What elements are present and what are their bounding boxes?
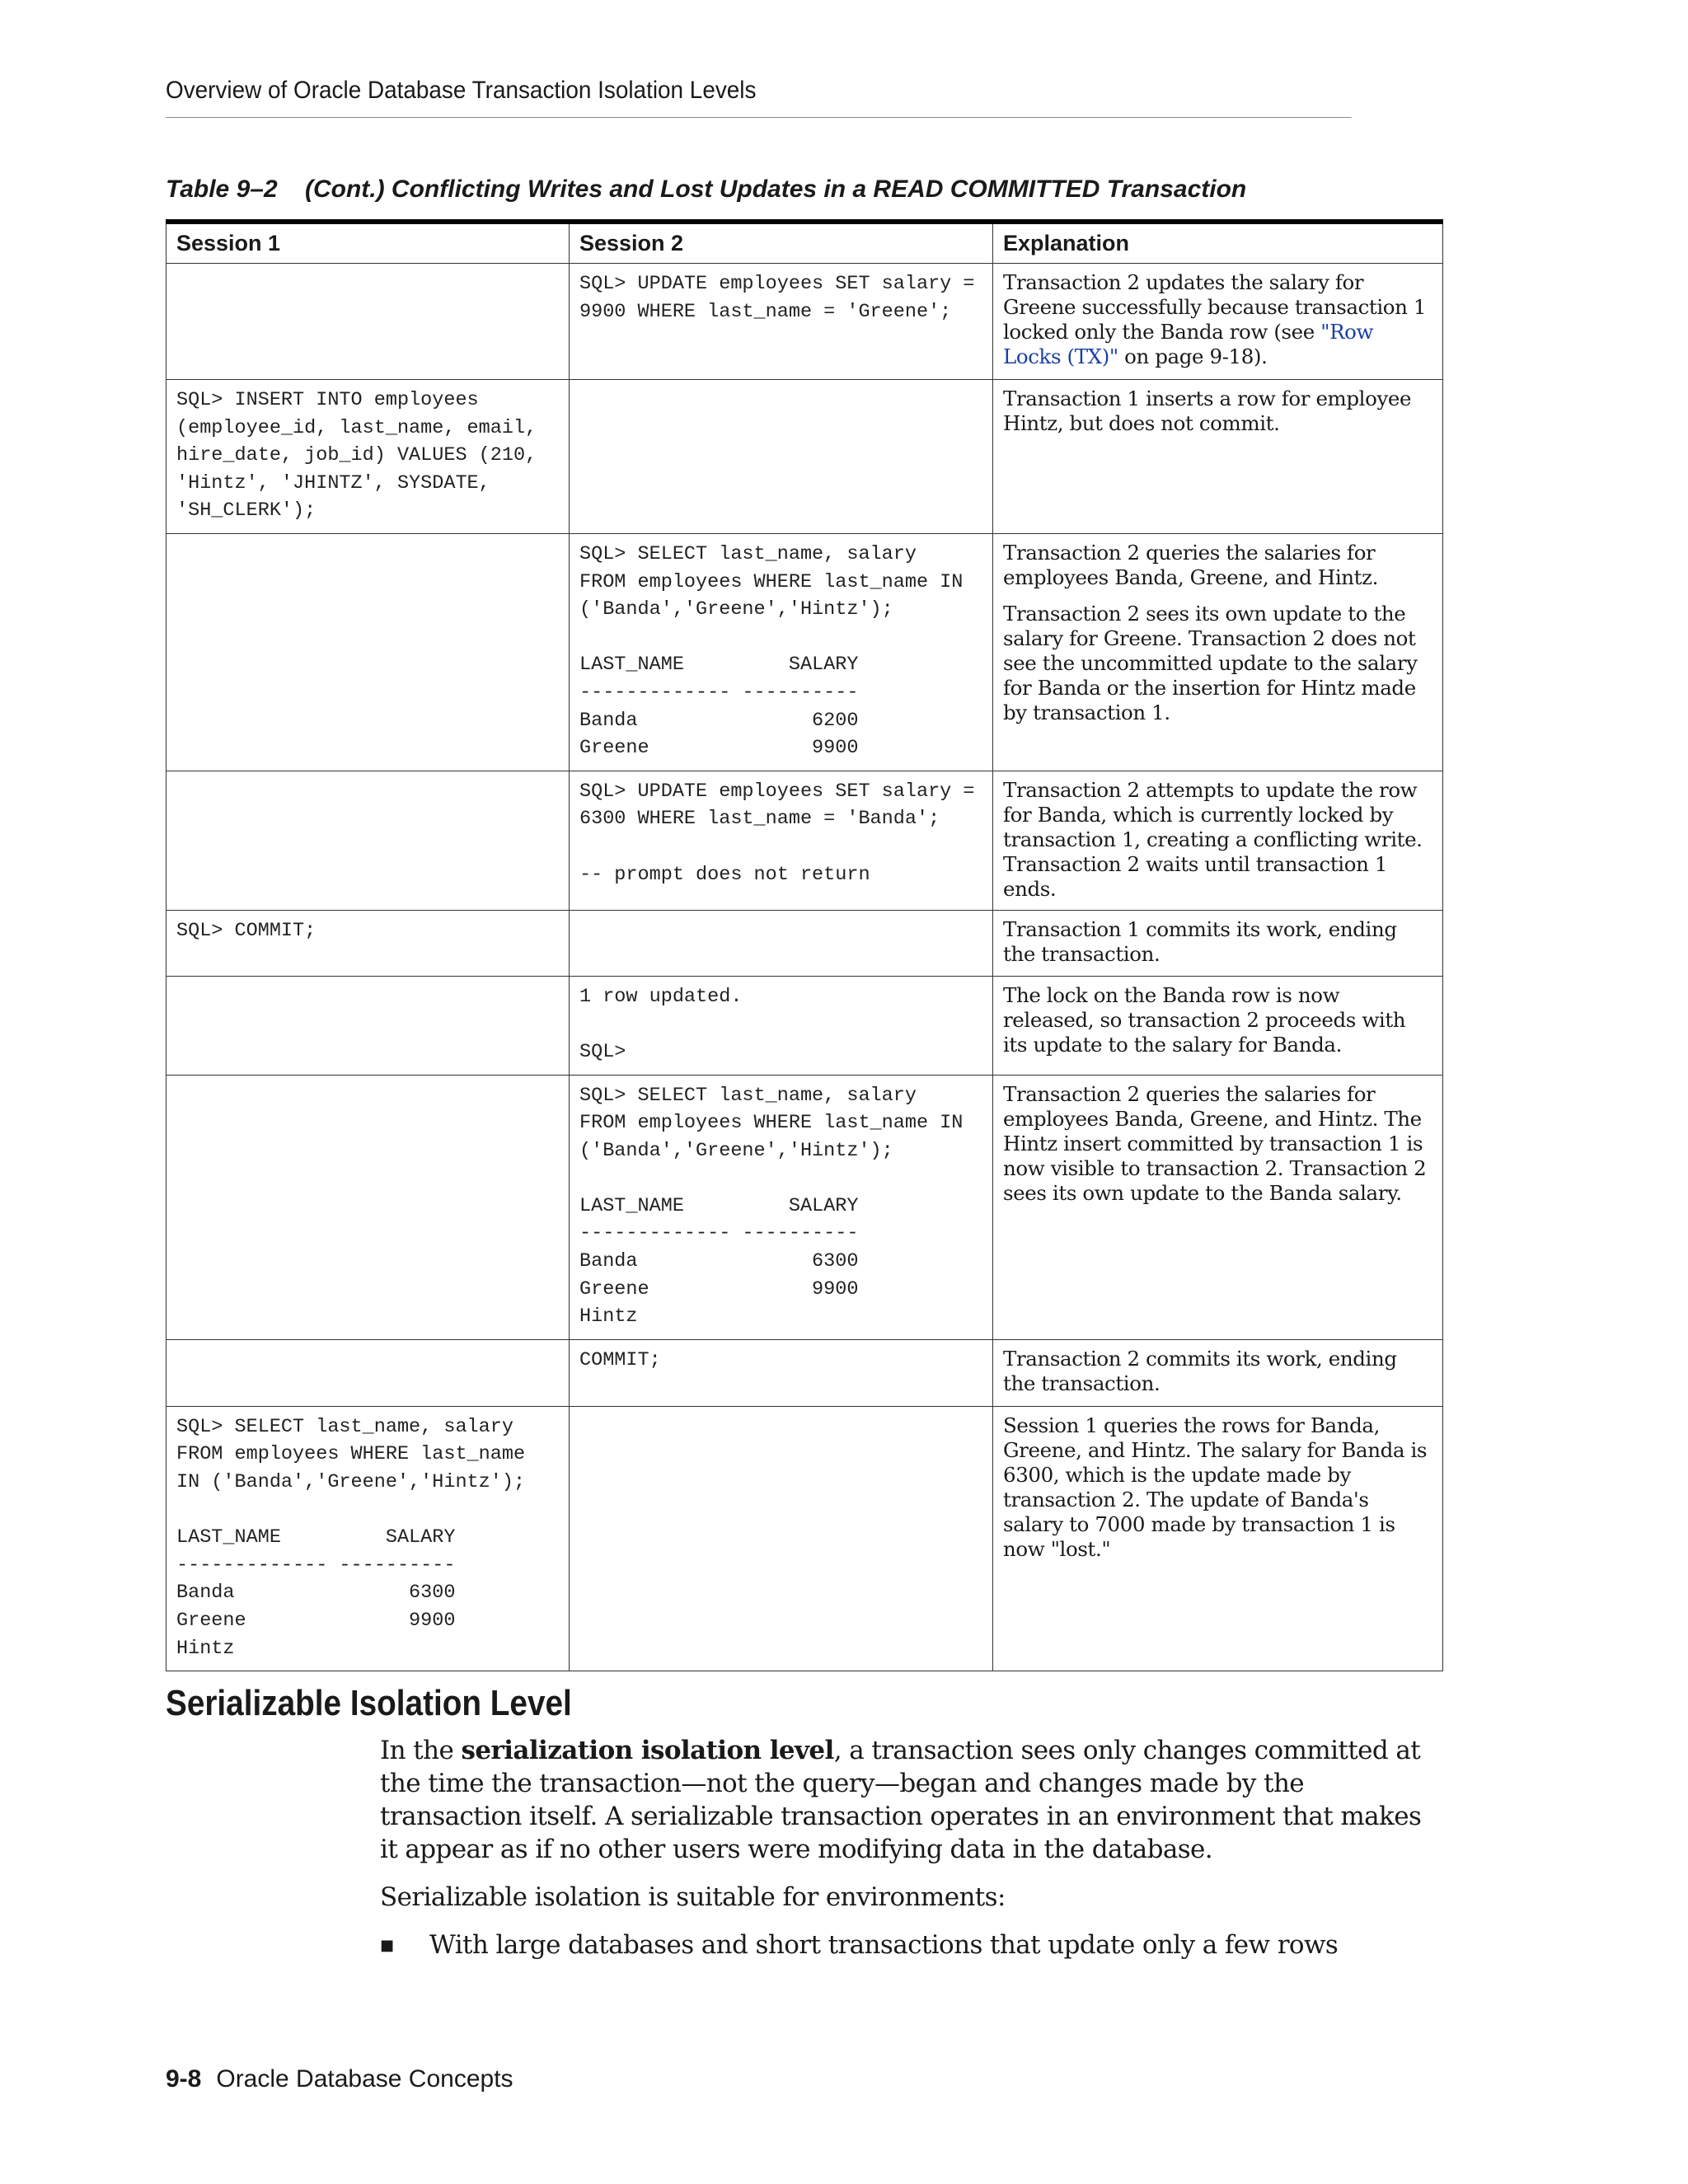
session2-code: SQL> UPDATE employees SET salary = 6300 WHERE last_name = 'Banda'; -- prompt does not return [579,780,975,886]
session2-cell [570,1406,993,1671]
book-title: Oracle Database Concepts [216,2065,513,2093]
explanation-cell [993,264,1443,380]
explanation-cell [993,771,1443,910]
transaction-table [166,219,1443,1671]
section-heading: Serializable Isolation Level [166,1683,572,1723]
table-row [166,976,1443,1075]
bullet-text: With large databases and short transactions that update only a few rows [429,1930,1339,1960]
explanation-cell [993,910,1443,976]
square-bullet-icon: ■ [380,1937,394,1954]
session1-code: SQL> COMMIT; [176,919,316,942]
session1-cell [166,264,570,380]
session2-cell [570,264,993,380]
page-number: 9-8 [166,2065,202,2093]
paragraph-intro-suffix: , a transaction sees only changes committed at the time the transaction—not the query—began and changes made by the transaction itself. A serializable transaction operates in an environment that makes it appear as if no other users were modifying data in the database. [380,1736,1422,1864]
session1-cell [166,976,570,1075]
session2-code: SQL> SELECT last_name, salary FROM employees WHERE last_name IN ('Banda','Greene','Hintz'); LAST_NAME SALARY ------------- ---------- Banda 6200 Greene 9900 [579,542,964,760]
session2-cell [570,1075,993,1339]
session2-cell [570,533,993,771]
session2-cell [570,380,993,534]
explanation-cell [993,1075,1443,1339]
explanation-text: Transaction 2 commits its work, ending the transaction. [1003,1346,1397,1395]
session1-cell [166,910,570,976]
explanation-text: Transaction 1 inserts a row for employee Hintz, but does not commit. [1003,387,1412,435]
session2-code: 1 row updated. SQL> [579,985,743,1063]
term-serialization-isolation-level: serialization isolation level [461,1736,834,1765]
page-footer [166,2064,513,2094]
explanation-text: Transaction 2 updates the salary for Greene successfully because transaction 1 locked only the Banda row (see [1003,270,1427,344]
session2-code: SQL> SELECT last_name, salary FROM employees WHERE last_name IN ('Banda','Greene','Hintz'); LAST_NAME SALARY ------------- ---------- Banda 6300 Greene 9900 Hintz [579,1084,964,1329]
explanation-text: Transaction 2 attempts to update the row for Banda, which is currently locked by transaction 1, creating a conflicting write. Transaction 2 waits until transaction 1 ends. [1003,777,1423,901]
explanation-text: Transaction 2 queries the salaries for employees Banda, Greene, and Hintz. [1003,540,1378,589]
session2-code: COMMIT; [579,1348,661,1371]
column-header-explanation: Explanation [993,222,1443,264]
session2-cell [570,1339,993,1406]
table-row [166,1406,1443,1671]
session1-cell [166,533,570,771]
session1-cell [166,1075,570,1339]
column-header-session1: Session 1 [166,222,570,264]
explanation-text: Session 1 queries the rows for Banda, Greene, and Hintz. The salary for Banda is 6300, which is the update made by transaction 2. The update of Banda's salary to 7000 made by transaction 1 is now "lost." [1003,1413,1428,1561]
paragraph-environments: Serializable isolation is suitable for environments: [380,1882,1006,1912]
table-caption: Table 9–2 (Cont.) Conflicting Writes and Lost Updates in a READ COMMITTED Transaction [166,176,1247,203]
row-locks-link[interactable]: "Row Locks (TX)" [1003,320,1374,368]
session2-cell [570,910,993,976]
explanation-text: The lock on the Banda row is now released, so transaction 2 proceeds with its update to the salary for Banda. [1003,982,1406,1057]
session2-cell [570,771,993,910]
table-row [166,910,1443,976]
explanation-text-end: on page 9-18). [1118,344,1268,368]
paragraph-intro-prefix: In the [380,1736,462,1765]
explanation-text: Transaction 1 commits its work, ending the transaction. [1003,916,1397,966]
table-row [166,1339,1443,1406]
explanation-text: Transaction 2 queries the salaries for employees Banda, Greene, and Hintz. The Hintz insert committed by transaction 1 is now visible to transaction 2. Transaction 2 sees its own update to the Banda salary. [1003,1081,1427,1205]
paragraph-intro [380,1734,1443,1866]
session1-cell [166,380,570,534]
table-row [166,1075,1443,1339]
column-header-session2: Session 2 [570,222,993,264]
session1-cell [166,771,570,910]
table-row [166,264,1443,380]
explanation-text-2: Transaction 2 sees its own update to the salary for Greene. Transaction 2 does not see the uncommitted update to the salary for Banda or the insertion for Hintz made by transaction 1. [1003,601,1418,724]
session2-code: SQL> UPDATE employees SET salary = 9900 WHERE last_name = 'Greene'; [579,273,975,323]
table-row [166,533,1443,771]
explanation-cell [993,1339,1443,1406]
explanation-cell [993,1406,1443,1671]
running-header: Overview of Oracle Database Transaction Isolation Levels [166,76,1352,118]
session1-cell [166,1339,570,1406]
table-header-row [166,222,1443,264]
session1-code: SQL> SELECT last_name, salary FROM employees WHERE last_name IN ('Banda','Greene','Hintz'); LAST_NAME SALARY ------------- ---------- Banda 6300 Greene 9900 Hintz [176,1415,526,1660]
section-body [380,1734,1443,1966]
session1-code: SQL> INSERT INTO employees (employee_id, last_name, email, hire_date, job_id) VALUES (210, 'Hintz', 'JHINTZ', SYSDATE, 'SH_CLERK'); [176,389,537,523]
bullet-list-item [380,1929,1443,1966]
explanation-cell [993,380,1443,534]
explanation-cell [993,976,1443,1075]
table-row [166,380,1443,534]
session2-cell [570,976,993,1075]
table-row [166,771,1443,910]
session1-cell [166,1406,570,1671]
explanation-cell [993,533,1443,771]
